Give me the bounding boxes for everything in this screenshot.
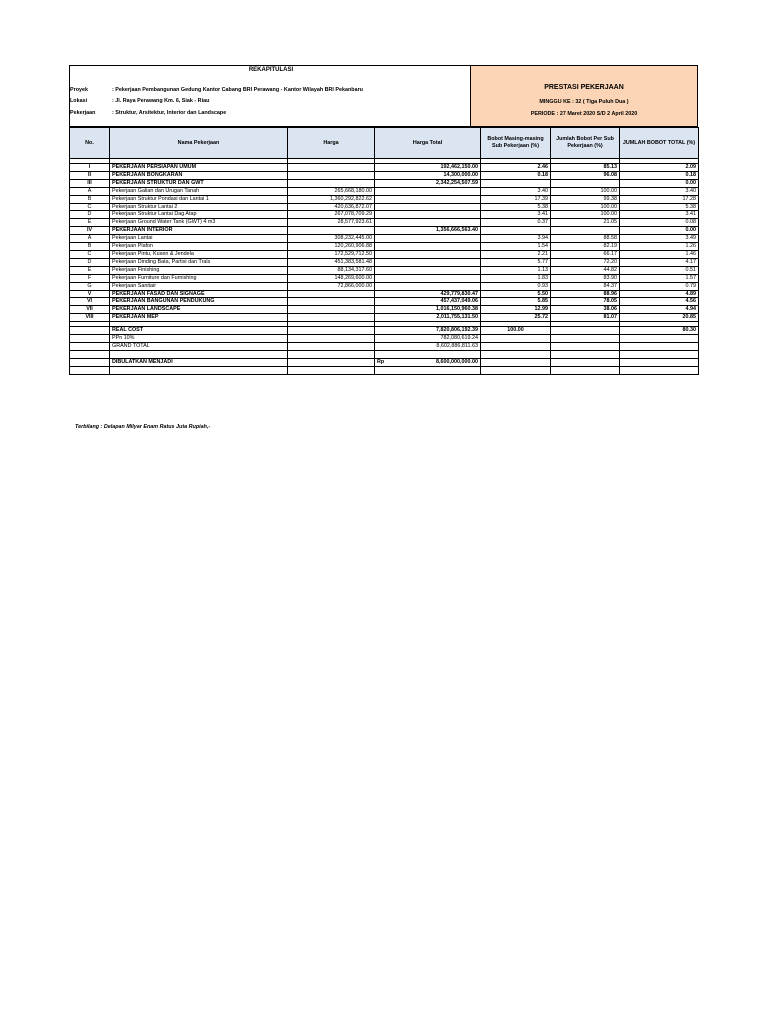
cell-harga — [288, 290, 375, 298]
table-row — [70, 187, 699, 195]
cell-jumlah-bobot-total: 4.94 — [620, 306, 699, 314]
empty-cell — [70, 335, 110, 343]
empty-cell — [620, 366, 699, 374]
cell-nama: PEKERJAAN PERSIAPAN UMUM — [110, 164, 288, 172]
cell-jumlah-bobot: 82.19 — [551, 243, 620, 251]
cell-nama: Pekerjaan Finishing — [110, 266, 288, 274]
empty-cell — [288, 350, 375, 358]
table-row — [70, 282, 699, 290]
info-label: Proyek — [70, 87, 88, 93]
empty-cell — [551, 350, 620, 358]
cell-nama: Pekerjaan Galian dan Urugan Tanah — [110, 187, 288, 195]
ppn-value: 782,080,619.24 — [375, 335, 481, 343]
cell-no: A — [70, 235, 110, 243]
cell-harga-total: 457,437,049.06 — [375, 298, 481, 306]
summary-row — [70, 342, 699, 350]
cell-bobot: 5.38 — [481, 203, 551, 211]
cell-jumlah-bobot — [551, 179, 620, 187]
cell-nama: Pekerjaan Struktur Lantai Dag Atap — [110, 211, 288, 219]
column-header-harga-total: Harga Total — [375, 128, 481, 159]
empty-cell — [551, 342, 620, 350]
column-header-nama: Nama Pekerjaan — [110, 128, 288, 159]
cell-jumlah-bobot: 83.90 — [551, 274, 620, 282]
grand-total-label: GRAND TOTAL — [110, 342, 288, 350]
grand-total-value: 8,602,886,811.63 — [375, 342, 481, 350]
table-row — [70, 250, 699, 258]
empty-cell — [70, 366, 110, 374]
summary-row — [70, 350, 699, 358]
cell-bobot: 1.83 — [481, 274, 551, 282]
empty-cell — [288, 366, 375, 374]
cell-harga-total: 2,011,755,131.50 — [375, 314, 481, 322]
cell-jumlah-bobot: 21.05 — [551, 219, 620, 227]
cell-jumlah-bobot: 88.58 — [551, 235, 620, 243]
table-row — [70, 314, 699, 322]
cell-harga-total — [375, 203, 481, 211]
empty-cell — [288, 327, 375, 335]
cell-harga: 28,577,923.61 — [288, 219, 375, 227]
cell-jumlah-bobot-total: 17.28 — [620, 195, 699, 203]
cell-harga — [288, 171, 375, 179]
sheet-title: REKAPITULASI — [248, 67, 294, 73]
cell-harga-total — [375, 243, 481, 251]
cell-harga — [288, 179, 375, 187]
real-cost-bobot: 100.00 — [481, 327, 551, 335]
cell-jumlah-bobot-total: 0.18 — [620, 171, 699, 179]
column-header-bobot: Bobot Masing-masing Sub Pekerjaan (%) — [481, 128, 551, 159]
summary-row — [70, 335, 699, 343]
cell-nama: PEKERJAAN INTERIOR — [110, 227, 288, 235]
cell-jumlah-bobot-total: 20.85 — [620, 314, 699, 322]
cell-no: V — [70, 290, 110, 298]
cell-bobot: 5.85 — [481, 298, 551, 306]
cell-jumlah-bobot-total: 0.08 — [620, 219, 699, 227]
cell-jumlah-bobot: 44.82 — [551, 266, 620, 274]
cell-jumlah-bobot-total: 4.89 — [620, 290, 699, 298]
empty-cell — [70, 350, 110, 358]
cell-nama: Pekerjaan Struktur Pondasi dan Lantai 1 — [110, 195, 288, 203]
cell-jumlah-bobot-total: 0.51 — [620, 266, 699, 274]
empty-cell — [481, 335, 551, 343]
info-label: Lokasi — [70, 98, 88, 104]
cell-nama: PEKERJAAN LANDSCAPE — [110, 306, 288, 314]
table-body — [70, 159, 699, 375]
recap-sheet — [69, 65, 698, 435]
cell-no: C — [70, 203, 110, 211]
cell-nama: Pekerjaan Pintu, Kusen & Jendela — [110, 250, 288, 258]
summary-row — [70, 327, 699, 335]
cell-harga: 308,232,445.00 — [288, 235, 375, 243]
table-row — [70, 306, 699, 314]
empty-cell — [481, 366, 551, 374]
cell-no: I — [70, 164, 110, 172]
cell-jumlah-bobot: 78.05 — [551, 298, 620, 306]
cell-bobot: 2.21 — [481, 250, 551, 258]
cell-jumlah-bobot-total: 4.17 — [620, 258, 699, 266]
cell-bobot: 3.94 — [481, 235, 551, 243]
cell-nama: Pekerjaan Plafon — [110, 243, 288, 251]
empty-cell — [551, 358, 620, 366]
cell-no: C — [70, 250, 110, 258]
cell-harga: 172,529,712.50 — [288, 250, 375, 258]
cell-jumlah-bobot-total: 5.38 — [620, 203, 699, 211]
minggu-label: MINGGU KE : 32 ( Tiga Puluh Dua ) — [539, 99, 629, 105]
empty-cell — [620, 342, 699, 350]
cell-bobot: 3.41 — [481, 211, 551, 219]
column-header-no: No. — [70, 128, 110, 159]
column-header-jumlah-bobot: Jumlah Bobot Per Sub Pekerjaan (%) — [551, 128, 620, 159]
rp-label: Rp — [377, 358, 385, 365]
cell-harga: 72,866,000.00 — [288, 282, 375, 290]
cell-harga — [288, 227, 375, 235]
empty-cell — [551, 327, 620, 335]
ppn-label: PPn 10% — [110, 335, 288, 343]
cell-nama: Pekerjaan Furniture dan Furnishing — [110, 274, 288, 282]
cell-bobot: 17.39 — [481, 195, 551, 203]
cell-no: III — [70, 179, 110, 187]
cell-harga-total — [375, 211, 481, 219]
real-cost-jumlah-total: 80.30 — [620, 327, 699, 335]
cell-jumlah-bobot: 99.38 — [551, 195, 620, 203]
cell-bobot: 25.72 — [481, 314, 551, 322]
empty-cell — [70, 358, 110, 366]
cell-no: VIII — [70, 314, 110, 322]
cell-jumlah-bobot-total: 1.57 — [620, 274, 699, 282]
cell-no: E — [70, 266, 110, 274]
cell-harga: 148,269,600.00 — [288, 274, 375, 282]
empty-cell — [70, 342, 110, 350]
column-header-harga: Harga — [288, 128, 375, 159]
cell-bobot: 3.40 — [481, 187, 551, 195]
cell-bobot: 5.77 — [481, 258, 551, 266]
periode-label: PERIODE : 27 Maret 2020 S/D 2 April 2020 — [530, 111, 638, 117]
cell-harga-total: 192,462,150.00 — [375, 164, 481, 172]
cell-jumlah-bobot-total: 2.09 — [620, 164, 699, 172]
cell-jumlah-bobot-total: 3.40 — [620, 187, 699, 195]
cell-jumlah-bobot: 84.37 — [551, 282, 620, 290]
summary-row — [70, 366, 699, 374]
dibulatkan-value: 8,600,000,000.00 — [436, 358, 478, 365]
cell-nama: Pekerjaan Lantai — [110, 235, 288, 243]
table-row — [70, 243, 699, 251]
empty-cell — [70, 327, 110, 335]
table-row — [70, 298, 699, 306]
cell-no: B — [70, 243, 110, 251]
cell-jumlah-bobot-total: 1.26 — [620, 243, 699, 251]
table-row — [70, 266, 699, 274]
cell-no: B — [70, 195, 110, 203]
cell-jumlah-bobot-total: 4.56 — [620, 298, 699, 306]
cell-harga: 120,260,906.88 — [288, 243, 375, 251]
empty-cell — [481, 350, 551, 358]
empty-cell — [375, 350, 481, 358]
cell-jumlah-bobot-total: 0.79 — [620, 282, 699, 290]
cell-bobot: 0.37 — [481, 219, 551, 227]
table-row — [70, 274, 699, 282]
cell-harga-total: 2,342,254,507.59 — [375, 179, 481, 187]
empty-cell — [288, 335, 375, 343]
empty-cell — [288, 342, 375, 350]
cell-jumlah-bobot: 100.00 — [551, 211, 620, 219]
cell-no: F — [70, 274, 110, 282]
real-cost-value: 7,820,806,192.39 — [375, 327, 481, 335]
cell-jumlah-bobot — [551, 227, 620, 235]
cell-bobot — [481, 179, 551, 187]
cell-jumlah-bobot: 100.00 — [551, 187, 620, 195]
terbilang-text: Terbilang : Delapan Milyar Enam Ratus Juta Rupiah,- — [75, 424, 211, 430]
cell-harga-total — [375, 250, 481, 258]
cell-harga — [288, 314, 375, 322]
empty-cell — [288, 358, 375, 366]
cell-jumlah-bobot: 88.96 — [551, 290, 620, 298]
cell-no: D — [70, 211, 110, 219]
info-label: Pekerjaan — [70, 110, 96, 116]
cell-nama: Pekerjaan Struktur Lantai 2 — [110, 203, 288, 211]
table-row — [70, 203, 699, 211]
cell-harga-total — [375, 266, 481, 274]
cell-harga-total — [375, 219, 481, 227]
table-row — [70, 195, 699, 203]
project-info-block — [69, 65, 471, 127]
cell-harga-total: 429,779,830.47 — [375, 290, 481, 298]
cell-bobot: 0.93 — [481, 282, 551, 290]
cell-nama: PEKERJAAN BANGUNAN PENDUKUNG — [110, 298, 288, 306]
empty-cell — [481, 342, 551, 350]
cell-harga-total — [375, 274, 481, 282]
cell-nama: PEKERJAAN STRUKTUR DAN GWT — [110, 179, 288, 187]
cell-jumlah-bobot: 85.13 — [551, 164, 620, 172]
cell-harga-total — [375, 258, 481, 266]
summary-row — [70, 358, 699, 366]
cell-harga: 420,636,872.07 — [288, 203, 375, 211]
cell-no: G — [70, 282, 110, 290]
empty-cell — [110, 366, 288, 374]
cell-harga — [288, 298, 375, 306]
real-cost-label: REAL COST — [110, 327, 288, 335]
cell-no: VII — [70, 306, 110, 314]
cell-jumlah-bobot-total: 0.00 — [620, 179, 699, 187]
table-row — [70, 211, 699, 219]
cell-bobot: 1.54 — [481, 243, 551, 251]
table-row — [70, 235, 699, 243]
cell-nama: Pekerjaan Ground Water Tank (GWT) 4 m3 — [110, 219, 288, 227]
table-row — [70, 171, 699, 179]
cell-harga-total — [375, 282, 481, 290]
cell-jumlah-bobot: 72.20 — [551, 258, 620, 266]
cell-harga: 265,668,180.00 — [288, 187, 375, 195]
cell-nama: Pekerjaan Dinding Bata, Partisi dan Trals — [110, 258, 288, 266]
cell-harga — [288, 164, 375, 172]
cell-nama: PEKERJAAN FASAD DAN SIGNAGE — [110, 290, 288, 298]
cell-harga-total: 1,016,150,960.38 — [375, 306, 481, 314]
cell-harga-total — [375, 195, 481, 203]
empty-cell — [375, 366, 481, 374]
table-row — [70, 227, 699, 235]
empty-cell — [620, 350, 699, 358]
cell-harga-total — [375, 235, 481, 243]
empty-cell — [110, 350, 288, 358]
dibulatkan-value-cell — [375, 358, 481, 366]
cell-jumlah-bobot-total: 0.00 — [620, 227, 699, 235]
cell-jumlah-bobot: 38.06 — [551, 306, 620, 314]
cell-jumlah-bobot-total: 1.46 — [620, 250, 699, 258]
cell-bobot: 12.99 — [481, 306, 551, 314]
cell-no: A — [70, 187, 110, 195]
cell-no: E — [70, 219, 110, 227]
info-value: : Jl. Raya Perawang Km. 6, Siak - Riau — [112, 98, 210, 104]
cell-harga-total: 14,300,000.00 — [375, 171, 481, 179]
cell-jumlah-bobot: 66.17 — [551, 250, 620, 258]
cell-jumlah-bobot: 81.07 — [551, 314, 620, 322]
recap-table — [69, 127, 699, 375]
prestasi-title: PRESTASI PEKERJAAN — [544, 84, 624, 91]
empty-cell — [551, 335, 620, 343]
cell-bobot: 0.18 — [481, 171, 551, 179]
cell-bobot: 2.46 — [481, 164, 551, 172]
cell-harga — [288, 306, 375, 314]
prestasi-block — [471, 65, 698, 127]
cell-jumlah-bobot-total: 3.41 — [620, 211, 699, 219]
cell-no: IV — [70, 227, 110, 235]
cell-nama: Pekerjaan Sanitair — [110, 282, 288, 290]
table-row — [70, 258, 699, 266]
table-header-row — [70, 128, 699, 159]
cell-jumlah-bobot: 100.00 — [551, 203, 620, 211]
empty-cell — [620, 335, 699, 343]
cell-no: II — [70, 171, 110, 179]
dibulatkan-label: DIBULATKAN MENJADI — [110, 358, 288, 366]
cell-nama: PEKERJAAN MEP — [110, 314, 288, 322]
info-value: : Struktur, Arsitektur, Interior dan Landscape — [112, 110, 227, 116]
cell-harga-total: 1,356,666,563.40 — [375, 227, 481, 235]
table-row — [70, 219, 699, 227]
cell-harga: 1,360,292,822.62 — [288, 195, 375, 203]
cell-bobot: 5.50 — [481, 290, 551, 298]
table-row — [70, 179, 699, 187]
cell-harga: 267,078,709.29 — [288, 211, 375, 219]
table-row — [70, 164, 699, 172]
cell-harga: 88,134,317.60 — [288, 266, 375, 274]
cell-bobot: 1.13 — [481, 266, 551, 274]
cell-nama: PEKERJAAN BONGKARAN — [110, 171, 288, 179]
column-header-jumlah-bobot-total: JUMLAH BOBOT TOTAL (%) — [620, 128, 699, 159]
cell-harga-total — [375, 187, 481, 195]
info-value: : Pekerjaan Pembangunan Gedung Kantor Cabang BRI Perawang - Kantor Wilayah BRI Pekanbaru — [112, 87, 363, 93]
empty-cell — [551, 366, 620, 374]
empty-cell — [620, 358, 699, 366]
cell-jumlah-bobot: 96.08 — [551, 171, 620, 179]
cell-jumlah-bobot-total: 3.49 — [620, 235, 699, 243]
cell-no: VI — [70, 298, 110, 306]
cell-harga: 451,383,581.48 — [288, 258, 375, 266]
cell-no: D — [70, 258, 110, 266]
cell-bobot — [481, 227, 551, 235]
empty-cell — [481, 358, 551, 366]
table-row — [70, 290, 699, 298]
